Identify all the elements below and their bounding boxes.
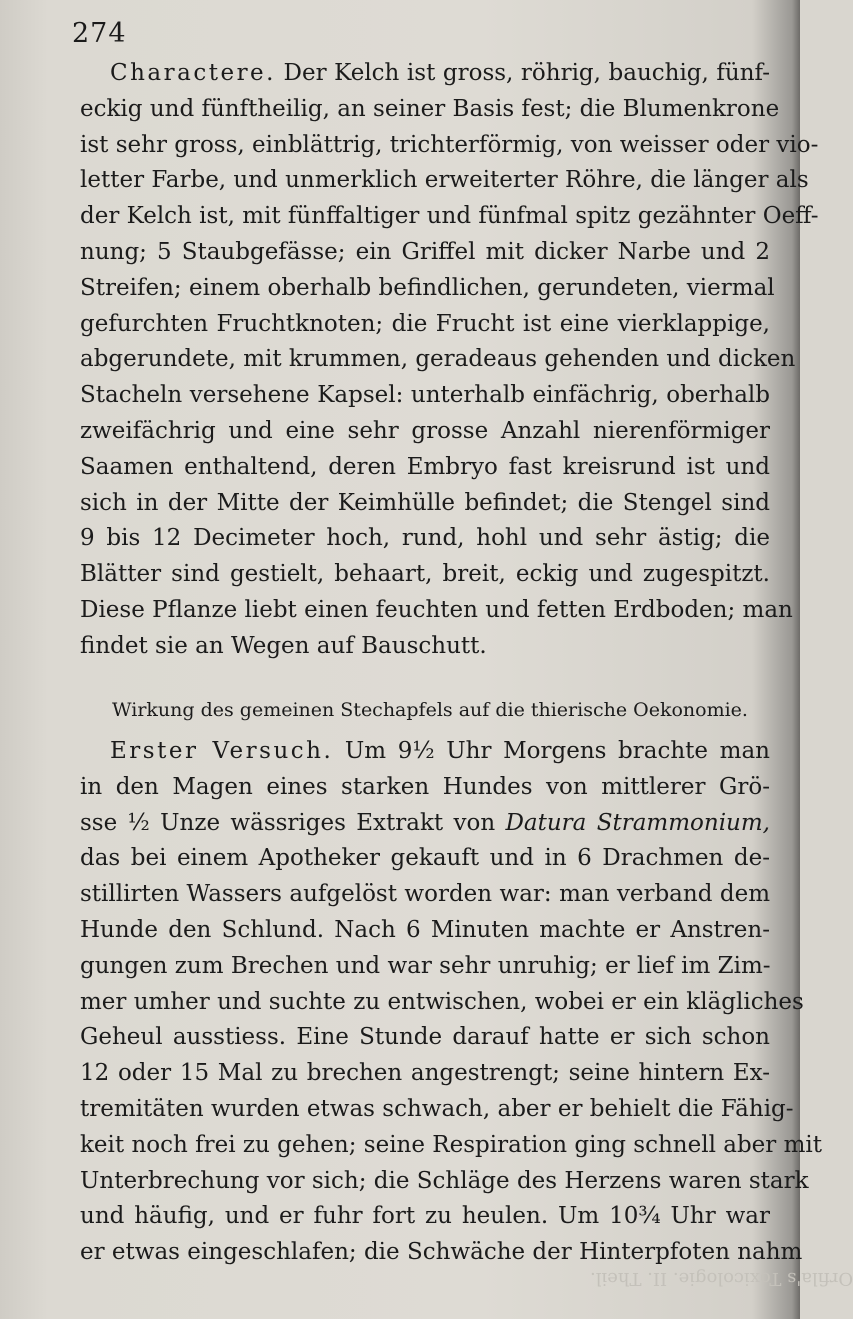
lead-word: Erster Versuch. (110, 738, 334, 764)
paragraph-line: Blätter sind gestielt, behaart, breit, eckig und zugespitzt. (80, 561, 770, 588)
paragraph-line: gungen zum Brechen und war sehr unruhig; er lief im Zim- (80, 952, 771, 979)
paragraph-line: 9 bis 12 Decimeter hoch, rund, hohl und sehr ästig; die (80, 525, 770, 552)
paragraph-line: Streifen; einem oberhalb befindlichen, gerundeten, viermal (80, 274, 775, 301)
paragraph-line: sse ½ Unze wässriges Extrakt von Datura Strammonium, (80, 809, 770, 836)
paragraph-line: und häufig, und er fuhr fort zu heulen. Um 10¾ Uhr war (80, 1203, 770, 1230)
paragraph-line: der Kelch ist, mit fünffaltiger und fünfmal spitz gezähnter Oeff- (80, 203, 819, 230)
paragraph-line: Hunde den Schlund. Nach 6 Minuten machte er Anstren- (80, 916, 770, 943)
species-name: Datura Strammonium, (505, 809, 770, 836)
show-through-text: Orfila's Toxicologie. II. Theil. (590, 1268, 853, 1289)
paragraph-line: abgerundete, mit krummen, geradeaus gehenden und dicken (80, 346, 796, 373)
paragraph-line: Diese Pflanze liebt einen feuchten und fetten Erdboden; man (80, 596, 793, 623)
page-number: 274 (72, 18, 127, 49)
paragraph-line: letter Farbe, und unmerklich erweiterter Röhre, die länger als (80, 167, 809, 194)
paragraph-line: stillirten Wassers aufgelöst worden war: man verband dem (80, 881, 770, 908)
paragraph-line: eckig und fünftheilig, an seiner Basis fest; die Blumenkrone (80, 95, 780, 122)
paragraph-line: nung; 5 Staubgefässe; ein Griffel mit dicker Narbe und 2 (80, 238, 770, 265)
section-heading: Wirkung des gemeinen Stechapfels auf die thierische Oekonomie. (112, 699, 748, 721)
paragraph-line: Geheul ausstiess. Eine Stunde darauf hatte er sich schon (80, 1024, 770, 1051)
paragraph-line: gefurchten Fruchtknoten; die Frucht ist eine vierklappige, (80, 310, 770, 337)
paragraph-line: Saamen enthaltend, deren Embryo fast kreisrund ist und (80, 453, 770, 480)
paragraph-line: Erster Versuch. Um 9½ Uhr Morgens brachte man (110, 738, 770, 764)
paragraph-line: das bei einem Apotheker gekauft und in 6 Drachmen de- (80, 845, 770, 872)
paragraph-line: findet sie an Wegen auf Bauschutt. (80, 632, 487, 659)
paragraph-line: sich in der Mitte der Keimhülle befindet; die Stengel sind (80, 489, 770, 516)
paragraph-line: 12 oder 15 Mal zu brechen angestrengt; seine hintern Ex- (80, 1060, 770, 1087)
paragraph-line: Stacheln versehene Kapsel: unterhalb einfächrig, oberhalb (80, 382, 770, 409)
paragraph-line: Charactere. Der Kelch ist gross, röhrig, bauchig, fünf- (110, 60, 770, 86)
paragraph-line: Unterbrechung vor sich; die Schläge des Herzens waren stark (80, 1167, 809, 1194)
characters-paragraph (80, 56, 819, 665)
paragraph-line: zweifächrig und eine sehr grosse Anzahl nierenförmiger (80, 417, 770, 444)
lead-word: Charactere. (110, 60, 276, 86)
paragraph-line: tremitäten wurden etwas schwach, aber er behielt die Fähig- (80, 1095, 794, 1122)
paragraph-line: mer umher und suchte zu entwischen, wobei er ein klägliches (80, 988, 804, 1015)
experiment-paragraph (80, 734, 823, 1271)
paragraph-line: in den Magen eines starken Hundes von mittlerer Grö- (80, 773, 770, 800)
paragraph-line: keit noch frei zu gehen; seine Respiration ging schnell aber mit (80, 1131, 823, 1158)
paragraph-line: er etwas eingeschlafen; die Schwäche der Hinterpfoten nahm (80, 1239, 803, 1266)
paragraph-line: ist sehr gross, einblättrig, trichterförmig, von weisser oder vio- (80, 131, 819, 158)
